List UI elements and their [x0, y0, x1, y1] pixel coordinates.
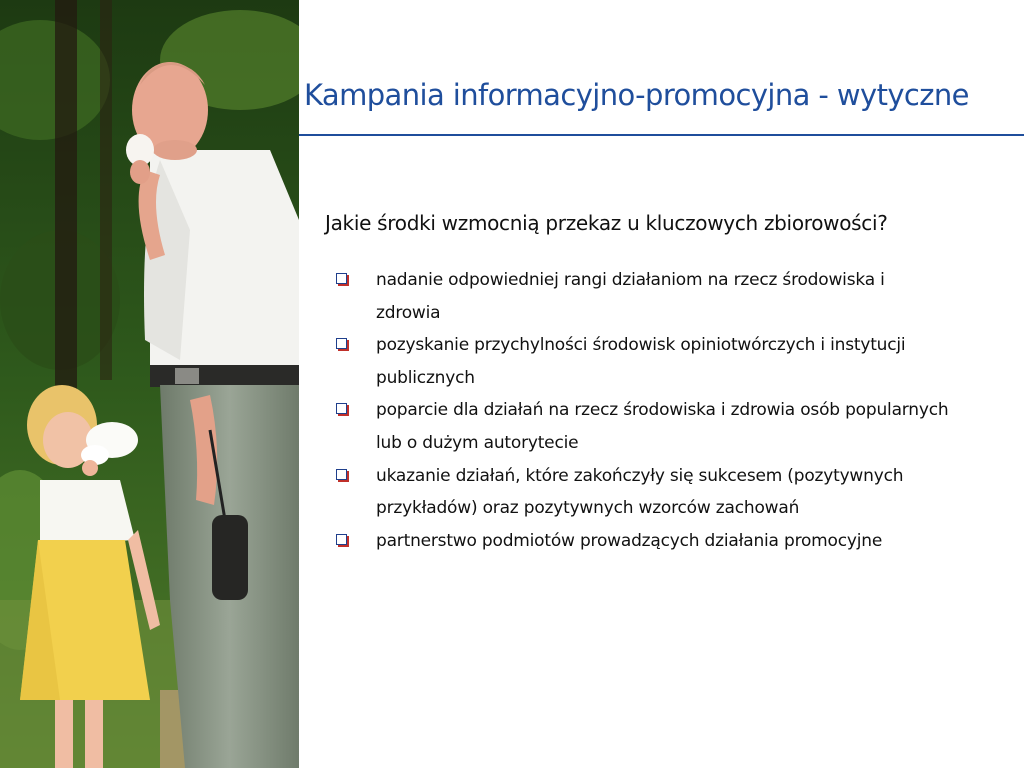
slide-title: Kampania informacyjno-promocyjna - wytyczne	[304, 78, 969, 112]
checkbox-square-icon	[336, 403, 347, 414]
bullet-item	[332, 394, 952, 459]
bullet-item	[332, 525, 952, 558]
bullet-text: poparcie dla działań na rzecz środowiska i zdrowia osób popularnych lub o dużym autorytecie	[376, 400, 949, 453]
bullet-item	[332, 264, 952, 329]
checkbox-square-icon	[336, 534, 347, 545]
bullet-list	[332, 264, 952, 557]
bullet-item	[332, 329, 952, 394]
bullet-item	[332, 460, 952, 525]
slide-photo	[0, 0, 299, 768]
photo-father-daughter-icon	[0, 0, 299, 768]
bullet-text: pozyskanie przychylności środowisk opiniotwórczych i instytucji publicznych	[376, 335, 906, 388]
checkbox-square-icon	[336, 338, 347, 349]
title-divider	[299, 134, 1024, 136]
bullet-text: ukazanie działań, które zakończyły się sukcesem (pozytywnych przykładów) oraz pozytywnych wzorców zachowań	[376, 465, 904, 519]
checkbox-square-icon	[336, 273, 347, 284]
slide-question: Jakie środki wzmocnią przekaz u kluczowych zbiorowości?	[325, 211, 888, 235]
bullet-text: nadanie odpowiedniej rangi działaniom na rzecz środowiska i zdrowia	[376, 270, 885, 323]
checkbox-square-icon	[336, 469, 347, 480]
bullet-text: partnerstwo podmiotów prowadzących działania promocyjne	[376, 530, 883, 551]
